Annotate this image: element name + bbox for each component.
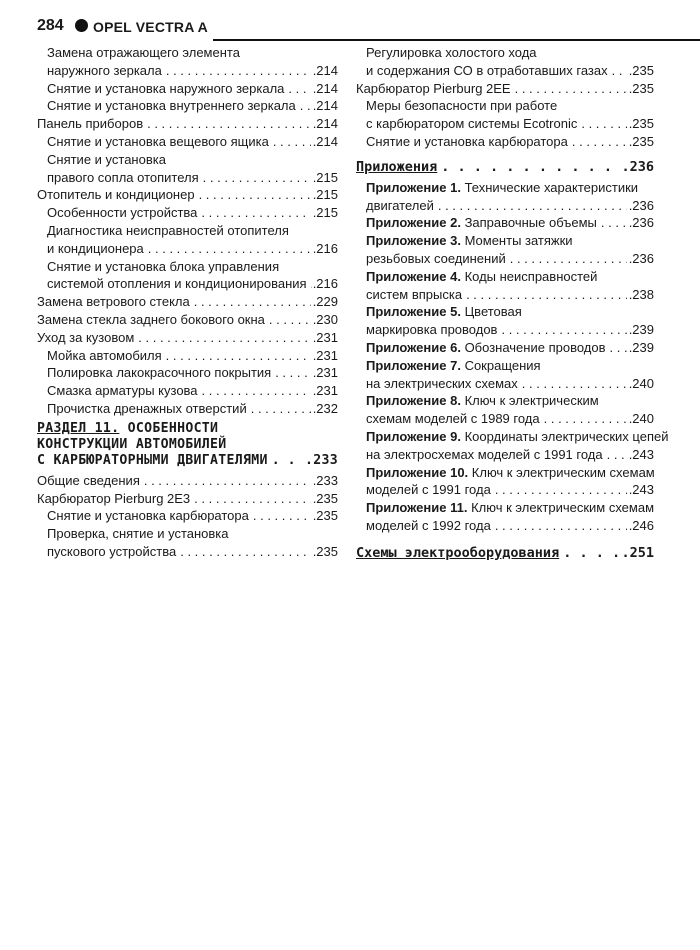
entry-page: .243 [628, 482, 654, 498]
entry-page: .216 [312, 240, 338, 256]
entry-text: системой отопления и кондиционирования [47, 276, 307, 292]
leader-dots [272, 453, 303, 469]
leader-dots [610, 339, 627, 357]
appendix-label: Приложение 8. [366, 393, 461, 409]
entry-page: .214 [312, 98, 338, 114]
entry-text: Снятие и установка [47, 151, 166, 167]
bullet-icon [75, 19, 88, 32]
header-rule [213, 39, 700, 41]
toc-left-column [37, 44, 338, 561]
leader-dots [300, 97, 311, 115]
appendix-entry[interactable] [356, 339, 654, 357]
leader-dots [273, 133, 311, 151]
entry-page: .236 [628, 197, 654, 213]
entry-page: .235 [312, 543, 338, 559]
leader-dots [544, 410, 627, 428]
entry-page: .231 [312, 329, 338, 345]
leader-dots [251, 400, 311, 418]
entry-text: Снятие и установка вещевого ящика [47, 133, 269, 149]
appendix-entry[interactable] [356, 428, 669, 464]
toc-entry[interactable] [37, 490, 338, 508]
entry-page: .236 [628, 250, 654, 266]
leader-dots [269, 311, 311, 329]
entry-text: правого сопла отопителя [47, 169, 199, 185]
entry-page: .214 [312, 80, 338, 96]
toc-entry[interactable] [37, 115, 338, 133]
toc-entry[interactable] [37, 133, 338, 151]
toc-entry[interactable] [37, 329, 338, 347]
leader-dots [515, 80, 627, 98]
entry-page: .240 [628, 411, 654, 427]
toc-entry[interactable] [37, 525, 338, 561]
entry-text: Полировка лакокрасочного покрытия [47, 365, 272, 381]
leader-dots [581, 115, 626, 133]
entry-text: Координаты электрических цепей [464, 428, 669, 444]
toc-entry[interactable] [37, 186, 338, 204]
entry-page: .214 [312, 62, 338, 78]
appendix-entry[interactable] [356, 392, 654, 428]
appendix-heading-page: .236 [621, 158, 654, 175]
entry-text: наружного зеркала [47, 62, 162, 78]
entry-page: .214 [312, 116, 338, 132]
toc-list-left [37, 44, 338, 418]
entry-text: Снятие и установка наружного зеркала [47, 80, 285, 96]
entry-text: Общие сведения [37, 472, 140, 488]
leader-dots [202, 382, 311, 400]
toc-entry[interactable] [37, 507, 338, 525]
entry-text: Снятие и установка карбюратора [47, 508, 249, 524]
entry-text: двигателей [366, 197, 434, 213]
entry-page: .246 [628, 517, 654, 533]
section-page: .233 [305, 452, 338, 468]
toc-entry[interactable] [37, 151, 338, 187]
page-header [37, 16, 665, 36]
entry-text: маркировка проводов [366, 322, 498, 338]
leader-dots [288, 80, 310, 98]
entry-page: .243 [628, 446, 654, 462]
entry-text: и кондиционера [47, 240, 144, 256]
appendix-entry[interactable] [356, 232, 654, 268]
toc-entry[interactable] [37, 347, 338, 365]
entry-text: схемам моделей с 1989 года [366, 411, 540, 427]
leader-dots [563, 543, 619, 563]
appendix-label: Приложение 6. [366, 339, 461, 355]
entry-text: Уход за кузовом [37, 329, 135, 345]
toc-entry[interactable] [356, 44, 654, 80]
leader-dots [199, 186, 311, 204]
leader-dots [166, 62, 311, 80]
toc-list-right [356, 44, 654, 151]
entry-text: Замена отражающего элемента [47, 45, 240, 60]
entry-text: Снятие и установка карбюратора [366, 133, 568, 149]
section-11-heading[interactable] [37, 421, 338, 469]
entry-text: Карбюратор Pierburg 2E3 [37, 490, 191, 506]
leader-dots [522, 375, 627, 393]
appendix-label: Приложение 5. [366, 304, 461, 320]
appendix-entry[interactable] [356, 357, 654, 393]
entry-page: .235 [628, 133, 654, 149]
leader-dots [612, 62, 627, 80]
entry-page: .240 [628, 375, 654, 391]
entry-text: систем впрыска [366, 286, 463, 302]
entry-page: .235 [628, 116, 654, 132]
entry-page: .235 [312, 490, 338, 506]
appendix-label: Приложение 7. [366, 357, 461, 373]
entry-text: резьбовых соединений [366, 250, 506, 266]
leader-dots [495, 481, 627, 499]
leader-dots [166, 347, 311, 365]
entry-page: .229 [312, 294, 338, 310]
entry-page: .231 [312, 383, 338, 399]
leader-dots [194, 490, 311, 508]
entry-text: Панель приборов [37, 116, 144, 132]
entry-page: .215 [312, 169, 338, 185]
entry-text: Снятие и установка внутреннего зеркала [47, 98, 296, 114]
leader-dots [253, 507, 311, 525]
entry-text: Меры безопасности при работе [366, 98, 558, 114]
leader-dots [144, 472, 311, 490]
entry-text: Ключ к электрическим схемам [471, 500, 655, 516]
toc-entry[interactable] [37, 80, 338, 98]
toc-entry[interactable] [37, 222, 338, 258]
appendix-entry[interactable] [356, 303, 654, 339]
entry-text: Снятие и установка блока управления [47, 258, 280, 274]
entry-text: Ключ к электрическим схемам [471, 464, 655, 480]
appendix-entry[interactable] [356, 179, 654, 215]
entry-text: с карбюратором системы Ecotronic [366, 116, 578, 132]
leader-dots [501, 321, 626, 339]
appendix-label: Приложение 2. [366, 215, 461, 231]
section-title-line2: КОНСТРУКЦИИ АВТОМОБИЛЕЙ [37, 436, 227, 452]
toc-entry[interactable] [37, 472, 338, 490]
toc-entry[interactable] [37, 258, 338, 294]
leader-dots [180, 543, 310, 561]
entry-text: Замена ветрового стекла [37, 294, 190, 310]
book-title: OPEL VECTRA A [93, 19, 208, 35]
entry-text: Обозначение проводов [464, 339, 606, 355]
entry-text: Замена стекла заднего бокового окна [37, 311, 265, 327]
appendix-label: Приложение 3. [366, 233, 461, 249]
entry-page: .233 [312, 472, 338, 488]
leader-dots [138, 329, 310, 347]
entry-text: Проверка, снятие и установка [47, 526, 229, 542]
entry-text: Коды неисправностей [464, 268, 598, 284]
toc-entry[interactable] [37, 400, 338, 418]
leader-dots [441, 157, 619, 177]
toc-entry[interactable] [356, 97, 654, 133]
entry-page: .231 [312, 347, 338, 363]
appendix-heading-title: Приложения [356, 158, 438, 175]
toc-right-column [356, 44, 669, 565]
entry-text: и содержания СО в отработавших газах [366, 62, 608, 78]
leader-dots [203, 169, 311, 187]
entry-page: .231 [312, 365, 338, 381]
appendix-entry[interactable] [356, 214, 654, 232]
toc-entry[interactable] [37, 44, 338, 80]
section-title-line3: С КАРБЮРАТОРНЫМИ ДВИГАТЕЛЯМИ [37, 452, 268, 468]
section-title-line1: ОСОБЕННОСТИ [127, 420, 219, 436]
entry-text: Цветовая [464, 304, 522, 320]
wiring-heading[interactable] [356, 543, 654, 563]
appendix-label: Приложение 1. [366, 179, 461, 195]
wiring-heading-page: .251 [621, 544, 654, 561]
leader-dots [194, 293, 311, 311]
entry-text: Регулировка холостого хода [366, 45, 537, 60]
appendix-label: Приложение 10. [366, 464, 469, 480]
entry-text: Сокращения [464, 357, 541, 373]
entry-text: моделей с 1992 года [366, 517, 491, 533]
entry-text: на электросхемах моделей с 1991 года [366, 446, 603, 462]
entry-text: Смазка арматуры кузова [47, 383, 198, 399]
entry-page: .216 [312, 276, 338, 292]
entry-page: .239 [628, 322, 654, 338]
entry-text: Моменты затяжки [464, 233, 573, 249]
entry-page: .235 [628, 62, 654, 78]
leader-dots [147, 115, 311, 133]
entry-text: на электрических схемах [366, 375, 518, 391]
entry-text: Мойка автомобиля [47, 347, 162, 363]
entry-text: Заправочные объемы [464, 215, 597, 231]
entry-page: .214 [312, 133, 338, 149]
entry-text: Прочистка дренажных отверстий [47, 400, 247, 416]
toc-entry[interactable] [37, 204, 338, 222]
leader-dots [275, 364, 310, 382]
entry-text: пускового устройства [47, 543, 177, 559]
entry-page: .232 [312, 400, 338, 416]
toc-entry[interactable] [37, 382, 338, 400]
entry-text: Отопитель и кондиционер [37, 187, 195, 203]
entry-page: .235 [628, 80, 654, 96]
entry-page: .239 [628, 339, 654, 355]
entry-page: .235 [312, 508, 338, 524]
leader-dots [607, 446, 627, 464]
entry-text: Карбюратор Pierburg 2EE [356, 80, 511, 96]
toc-entry[interactable] [356, 80, 654, 98]
appendix-heading[interactable] [356, 157, 654, 177]
appendix-list [356, 179, 669, 535]
appendix-label: Приложение 11. [366, 500, 468, 516]
leader-dots [438, 197, 627, 215]
entry-page: .236 [628, 215, 654, 231]
entry-text: Технические характеристики [464, 179, 639, 195]
page-number: 284 [37, 17, 64, 34]
toc-entry[interactable] [37, 311, 338, 329]
appendix-entry[interactable] [356, 268, 654, 304]
appendix-entry[interactable] [356, 464, 654, 500]
leader-dots [510, 250, 627, 268]
entry-page: .215 [312, 187, 338, 203]
toc-list-left-2 [37, 472, 338, 561]
entry-text: Диагностика неисправностей отопителя [47, 222, 289, 238]
section-label: РАЗДЕЛ 11. [37, 420, 120, 436]
appendix-label: Приложение 4. [366, 268, 461, 284]
leader-dots [201, 204, 310, 222]
entry-page: .230 [312, 311, 338, 327]
appendix-label: Приложение 9. [366, 428, 461, 444]
entry-text: Ключ к электрическим [464, 393, 599, 409]
entry-text: моделей с 1991 года [366, 482, 491, 498]
appendix-entry[interactable] [356, 499, 654, 535]
toc-entry[interactable] [37, 364, 338, 382]
toc-entry[interactable] [356, 133, 654, 151]
toc-entry[interactable] [37, 293, 338, 311]
leader-dots [495, 517, 627, 535]
toc-entry[interactable] [37, 97, 338, 115]
leader-dots [572, 133, 627, 151]
entry-page: .238 [628, 286, 654, 302]
entry-text: Особенности устройства [47, 205, 198, 221]
entry-page: .215 [312, 205, 338, 221]
leader-dots [148, 240, 311, 258]
leader-dots [601, 214, 627, 232]
wiring-heading-title: Схемы электрооборудования [356, 544, 560, 561]
leader-dots [466, 286, 627, 304]
